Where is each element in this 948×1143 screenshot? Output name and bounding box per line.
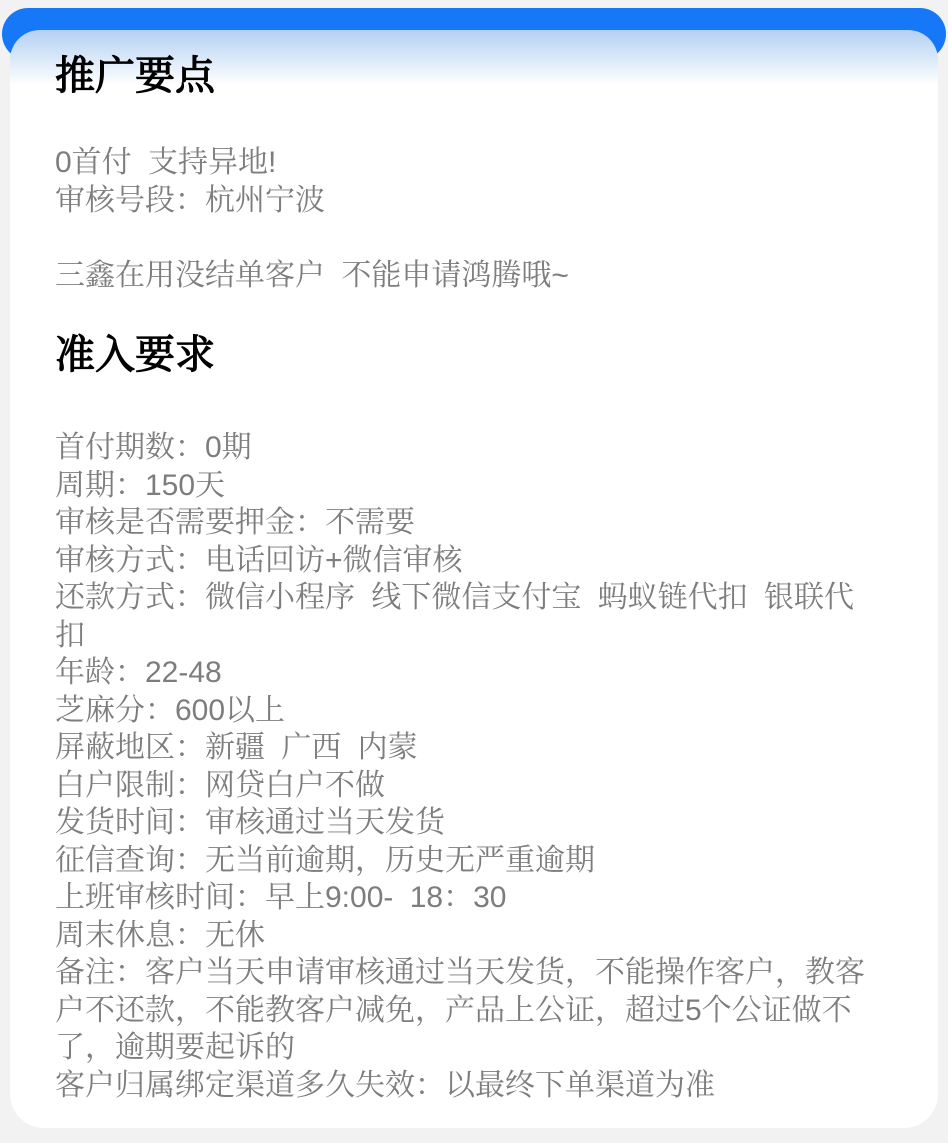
text-line: 三鑫在用没结单客户 不能申请鸿腾哦~	[55, 258, 569, 292]
text-line: 审核号段：杭州宁波	[55, 183, 325, 217]
text-line: 审核方式：电话回访+微信审核	[55, 543, 463, 577]
text-line: 征信查询：无当前逾期，历史无严重逾期	[55, 843, 595, 877]
text-line: 屏蔽地区：新疆 广西 内蒙	[55, 731, 418, 764]
text-line: 周期：150天	[55, 468, 226, 502]
content-card	[10, 30, 938, 1128]
text-line: 0首付 支持异地!	[55, 146, 277, 179]
text-line: 年龄：22-48	[55, 656, 222, 689]
text-line: 上班审核时间：早上9:00- 18：30	[55, 881, 507, 914]
promotion-points-heading: 推广要点	[55, 54, 215, 98]
section-entry-requirements	[55, 329, 893, 1104]
text-line: 发货时间：审核通过当天发货	[55, 806, 445, 839]
entry-requirements-body	[55, 429, 893, 1104]
text-line: 首付期数：0期	[55, 431, 252, 464]
text-line: 芝麻分：600以上	[55, 693, 286, 727]
text-line: 白户限制：网贷白户不做	[55, 768, 385, 802]
promotion-points-body	[55, 144, 893, 294]
text-line: 周末休息：无休	[55, 918, 265, 952]
text-line: 备注：客户当天申请审核通过当天发货，不能操作客户，教客户不还款，不能教客户减免，产品上公证，超过5个公证做不了，逾期要起诉的	[55, 956, 865, 1064]
text-line: 审核是否需要押金：不需要	[55, 506, 415, 539]
blank-line	[55, 219, 877, 257]
text-line: 客户归属绑定渠道多久失效：以最终下单渠道为准	[55, 1068, 715, 1102]
text-line: 还款方式：微信小程序 线下微信支付宝 蚂蚁链代扣 银联代扣	[55, 581, 855, 652]
entry-requirements-heading: 准入要求	[55, 333, 215, 377]
section-promotion-points	[55, 50, 893, 294]
